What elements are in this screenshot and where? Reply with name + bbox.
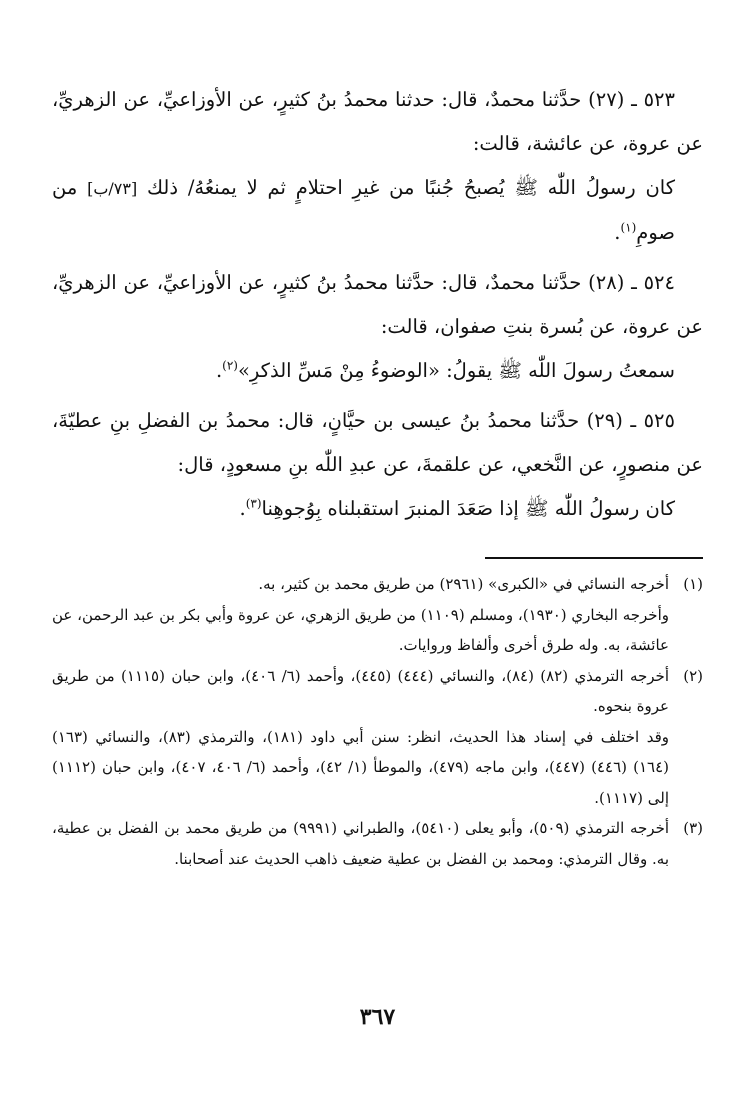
footnote-paragraph: أخرجه الترمذي (٥٠٩)، وأبو يعلى (٥٤١٠)، والطبراني (٩٩٩١) من طريق محمد بن الفضل بن عطية، به. وقال الترمذي: ومحمد بن الفضل بن عطية ضعيف ذاهب الحديث عند أصحابنا. [52,819,670,868]
hadith-text [52,166,703,255]
hadith-text [52,349,703,393]
footnote-reference[interactable]: (٣) [245,496,262,511]
main-text [52,78,703,531]
hadith-text-part: من صومِ [52,176,675,244]
footnote-paragraph: وأخرجه البخاري (١٩٣٠)، ومسلم (١١٠٩) من طريق الزهري، عن عروة وأبي بكر بن عبد الرحمن، عن عائشة، به. وله طرق أخرى وألفاظ وروايات. [52,605,669,654]
hadith-523 [52,78,703,255]
footnote-reference[interactable]: (٢) [222,358,238,373]
footnote-1 [52,569,703,661]
footnote-number: (١) [683,575,703,593]
footnote-3 [52,813,703,874]
footnote-2 [52,661,703,814]
hadith-ending: . [215,359,223,382]
footnote-number: (٣) [683,819,703,837]
hadith-text-part: كان رسولُ اللّٰه ﷺ إذا صَعَدَ المنبرَ استقبلناه بِوُجوهِنا [261,497,675,520]
book-page [52,78,703,1100]
hadith-text [52,487,703,531]
footnote-body [52,569,669,661]
footnote-paragraph: وقد اختلف في إسناد هذا الحديث، انظر: سنن أبي داود (١٨١)، والترمذي (٨٣)، والنسائي (١٦٣) (١٦٤) (٤٤٦) (٤٤٧)، وابن ماجه (٤٧٩)، والموطأ (١/ ٤٢)، وأحمد (٦/ ٤٠٦، ٤٠٧)، وابن حبان (١١١٢) إلى (١١١٧). [52,727,670,807]
hadith-525 [52,399,703,531]
page-number: ٣٦٧ [359,1004,396,1030]
hadith-chain: ٥٢٣ ـ (٢٧) حدَّثنا محمدٌ، قال: حدثنا محمدُ بنُ كثيرٍ، عن الأوزاعيِّ، عن الزهريِّ، عن عروة، عن عائشة، قالت: [52,88,703,155]
hadith-ending: . [614,221,621,244]
hadith-524 [52,261,703,393]
footnote-paragraph: أخرجه الترمذي (٨٢) (٨٤)، والنسائي (٤٤٤) (٤٤٥)، وأحمد (٦/ ٤٠٦)، وابن حبان (١١١٥) من طريق عروة بنحوه. [52,666,670,715]
footnote-reference[interactable]: (١) [620,220,637,235]
folio-marker: [٧٣/ب] [87,179,138,198]
footnote-number: (٢) [683,666,703,685]
hadith-chain: ٥٢٤ ـ (٢٨) حدَّثنا محمدٌ، قال: حدَّثنا محمدُ بنُ كثيرٍ، عن الأوزاعيِّ، عن الزهريِّ، عن عروة، عن بُسرة بنتِ صفوان، قالت: [52,271,703,338]
footnote-body [52,813,669,874]
footnote-paragraph: أخرجه النسائي في «الكبرى» (٢٩٦١) من طريق محمد بن كثير، به. [258,575,669,593]
footnotes [52,569,703,874]
hadith-text-part: كان رسولُ اللّٰه ﷺ يُصبحُ جُنبًا من غيرِ احتلامٍ ثم لا يمنعُهُ/ ذلك [147,176,676,199]
hadith-text-part: سمعتُ رسولَ اللّٰه ﷺ يقولُ: «الوضوءُ مِنْ مَسِّ الذكرِ» [237,359,675,382]
hadith-ending: . [239,497,246,520]
footnote-separator [485,557,703,559]
footnote-body [52,661,669,814]
hadith-chain: ٥٢٥ ـ (٢٩) حدَّثنا محمدُ بنُ عيسى بن حيَّانٍ، قال: محمدُ بن الفضلِ بنِ عطيّةَ، عن منصورٍ، عن النَّخعي، عن علقمةَ، عن عبدِ اللّٰه بنِ مسعودٍ، قال: [52,409,703,476]
